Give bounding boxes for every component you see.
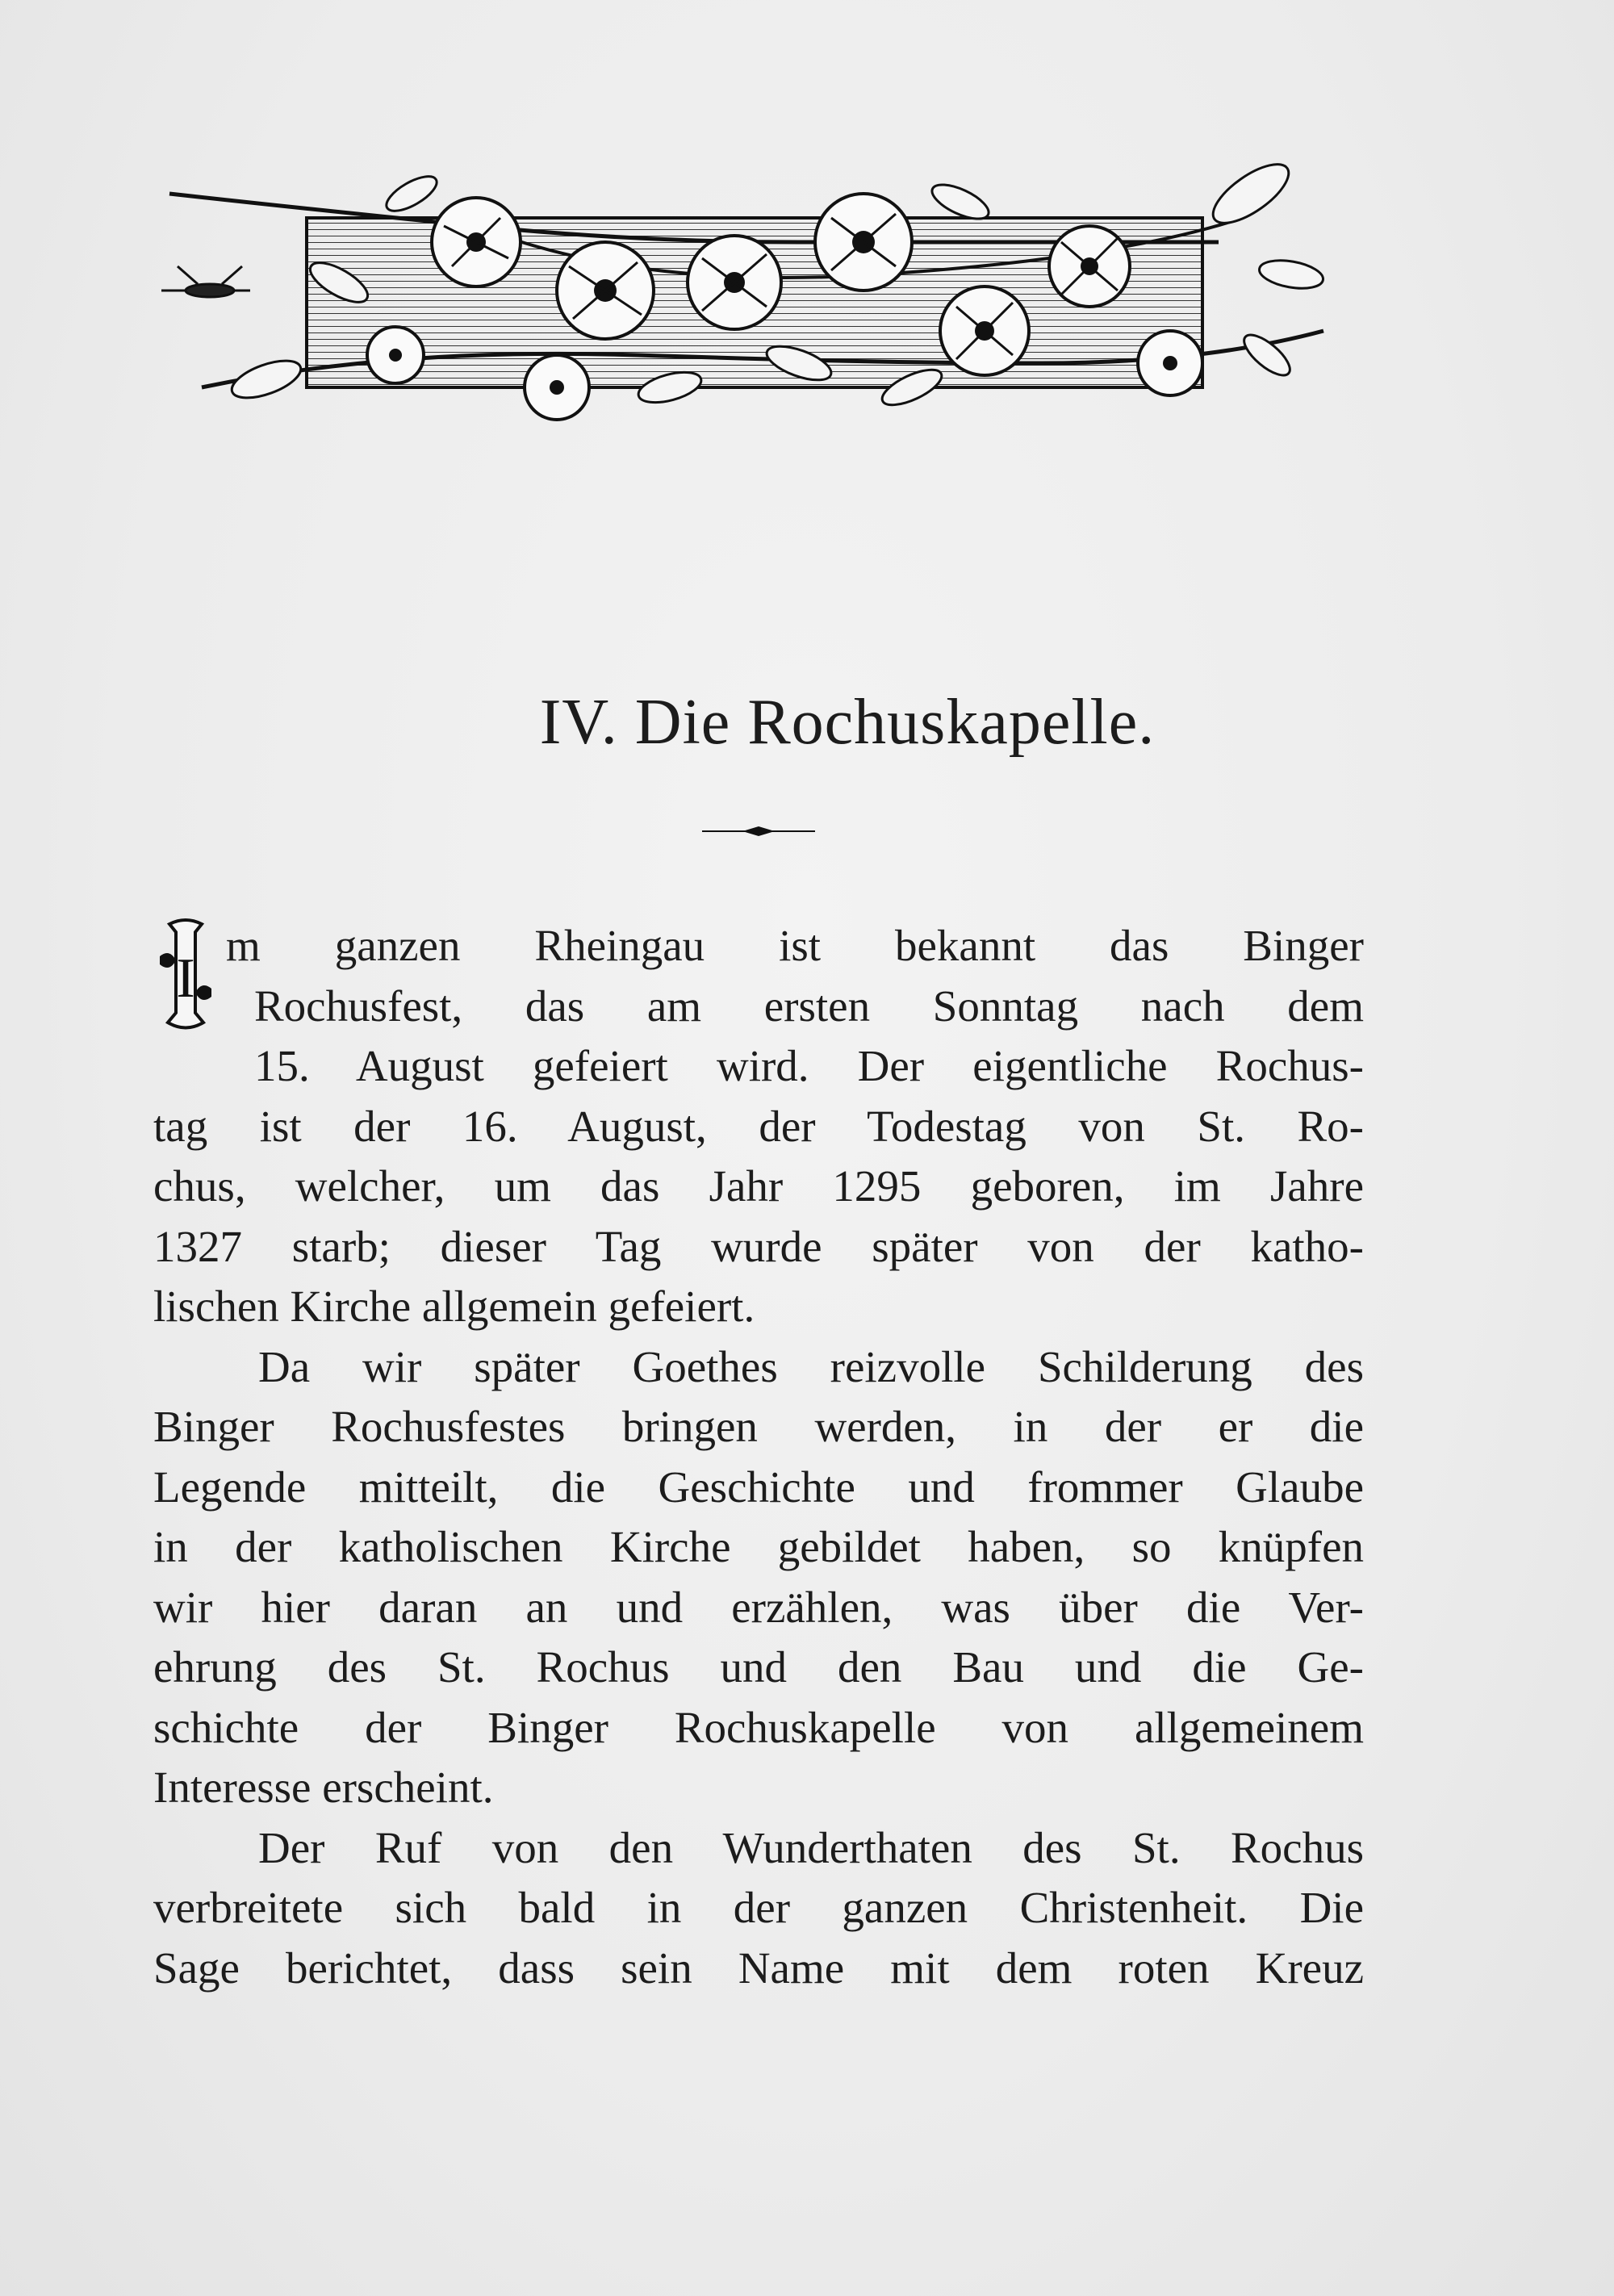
text-line: Der Ruf von den Wunderthaten des St. Rochus — [258, 1822, 1364, 1872]
ornamental-rule-icon — [702, 823, 815, 839]
floral-rose-vignette-icon — [153, 145, 1364, 452]
paragraph-2 — [153, 1337, 1364, 1818]
text-line: Binger Rochusfestes bringen werden, in der er die — [153, 1402, 1364, 1451]
decorated-initial-icon — [153, 916, 218, 1037]
text-line: m ganzen Rheingau ist bekannt das Binger — [226, 921, 1364, 970]
text-line: Rochusfest, das am ersten Sonntag nach dem — [254, 981, 1364, 1031]
chapter-title: IV. Die Rochuskapelle. — [539, 687, 1156, 758]
text-line: Da wir später Goethes reizvolle Schilderung des — [258, 1341, 1364, 1391]
text-line: verbreitete sich bald in der ganzen Christenheit. Die — [153, 1883, 1364, 1932]
text-line: 1327 starb; dieser Tag wurde später von der katho- — [153, 1221, 1364, 1271]
text-line: in der katholischen Kirche gebildet haben, so knüpfen — [153, 1522, 1364, 1571]
dropcap-letter: I — [176, 947, 195, 1010]
text-line: 15. August gefeiert wird. Der eigentliche Rochus- — [254, 1041, 1364, 1090]
text-line: Sage berichtet, dass sein Name mit dem roten Kreuz — [153, 1943, 1364, 1993]
text-line: Legende mitteilt, die Geschichte und frommer Glaube — [153, 1462, 1364, 1512]
text-line: Interesse erscheint. — [153, 1763, 494, 1812]
body-text — [153, 916, 1364, 1998]
text-line: ehrung des St. Rochus und den Bau und die Ge- — [153, 1642, 1364, 1692]
text-line: chus, welcher, um das Jahr 1295 geboren, im Jahre — [153, 1161, 1364, 1211]
text-line: tag ist der 16. August, der Todestag von St. Ro- — [153, 1101, 1364, 1151]
paragraph-1 — [153, 916, 1364, 1337]
text-line: wir hier daran an und erzählen, was über die Ver- — [153, 1582, 1364, 1632]
paragraph-3 — [153, 1818, 1364, 1999]
text-line: schichte der Binger Rochuskapelle von allgemeinem — [153, 1702, 1364, 1752]
text-line: lischen Kirche allgemein gefeiert. — [153, 1282, 755, 1331]
